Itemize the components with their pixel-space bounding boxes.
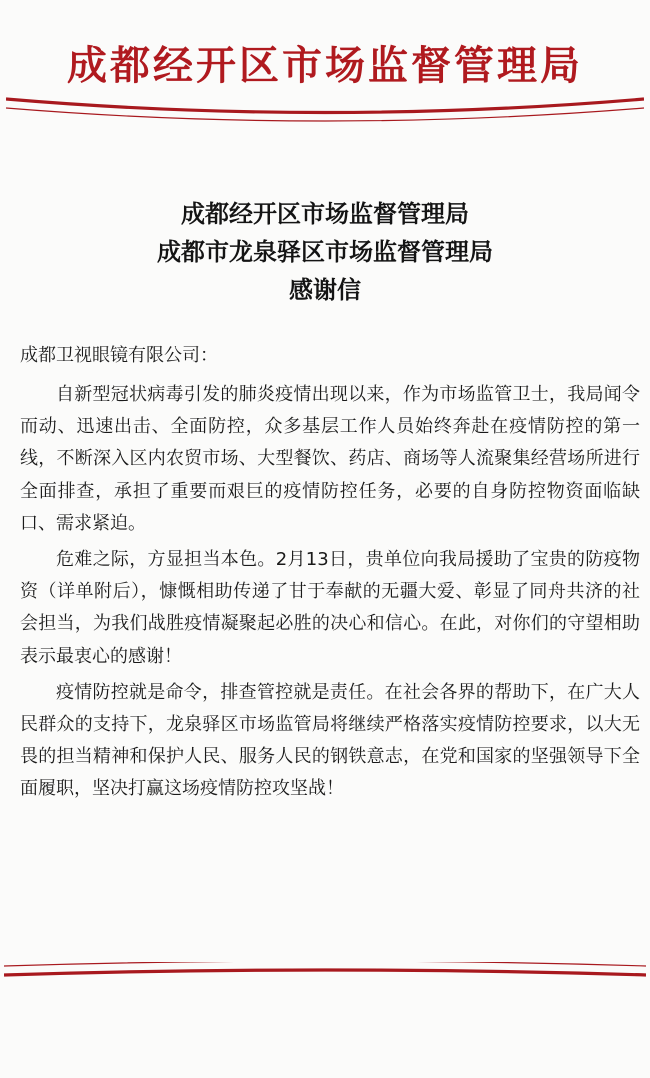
footer-divider — [4, 962, 646, 988]
paragraph-1: 自新型冠状病毒引发的肺炎疫情出现以来，作为市场监管卫士，我局闻令而动、迅速出击、全面防控，众多基层工作人员始终奔赴在疫情防控的第一线，不断深入区内农贸市场、大型餐饮、药店、商场等人流聚集经营场所进行全面排查，承担了重要而艰巨的疫情防控任务，必要的自身防控物资面临缺口、需求紧迫。 — [20, 384, 640, 534]
divider-thin-line — [6, 108, 644, 121]
paragraph-3: 疫情防控就是命令，排查管控就是责任。在社会各界的帮助下，在广大人民群众的支持下，龙泉驿区市场监管局将继续严格落实疫情防控要求，以大无畏的担当精神和保护人民、服务人民的钢铁意志，在党和国家的坚强领导下全面履职，坚决打赢这场疫情防控攻坚战！ — [20, 681, 640, 800]
letter-heading — [0, 195, 650, 309]
salutation: 成都卫视眼镜有限公司： — [20, 345, 218, 366]
letterhead-title: 成都经开区市场监督管理局 — [67, 42, 583, 89]
heading-line-1: 成都经开区市场监督管理局 — [181, 199, 469, 228]
footer-thin-line — [4, 962, 646, 966]
letterhead-divider — [6, 96, 644, 124]
letter-body — [20, 341, 640, 810]
footer-thick-line — [4, 970, 646, 975]
heading-line-3: 感谢信 — [289, 275, 361, 304]
paragraph-2: 危难之际，方显担当本色。2月13日，贵单位向我局援助了宝贵的防疫物资（详单附后），慷慨相助传递了甘于奉献的无疆大爱、彰显了同舟共济的社会担当，为我们战胜疫情凝聚起必胜的决心和信心。在此，对你们的守望相助表示最衷心的感谢！ — [20, 549, 640, 667]
heading-line-2: 成都市龙泉驿区市场监督管理局 — [157, 237, 493, 266]
divider-thick-line — [6, 99, 644, 113]
